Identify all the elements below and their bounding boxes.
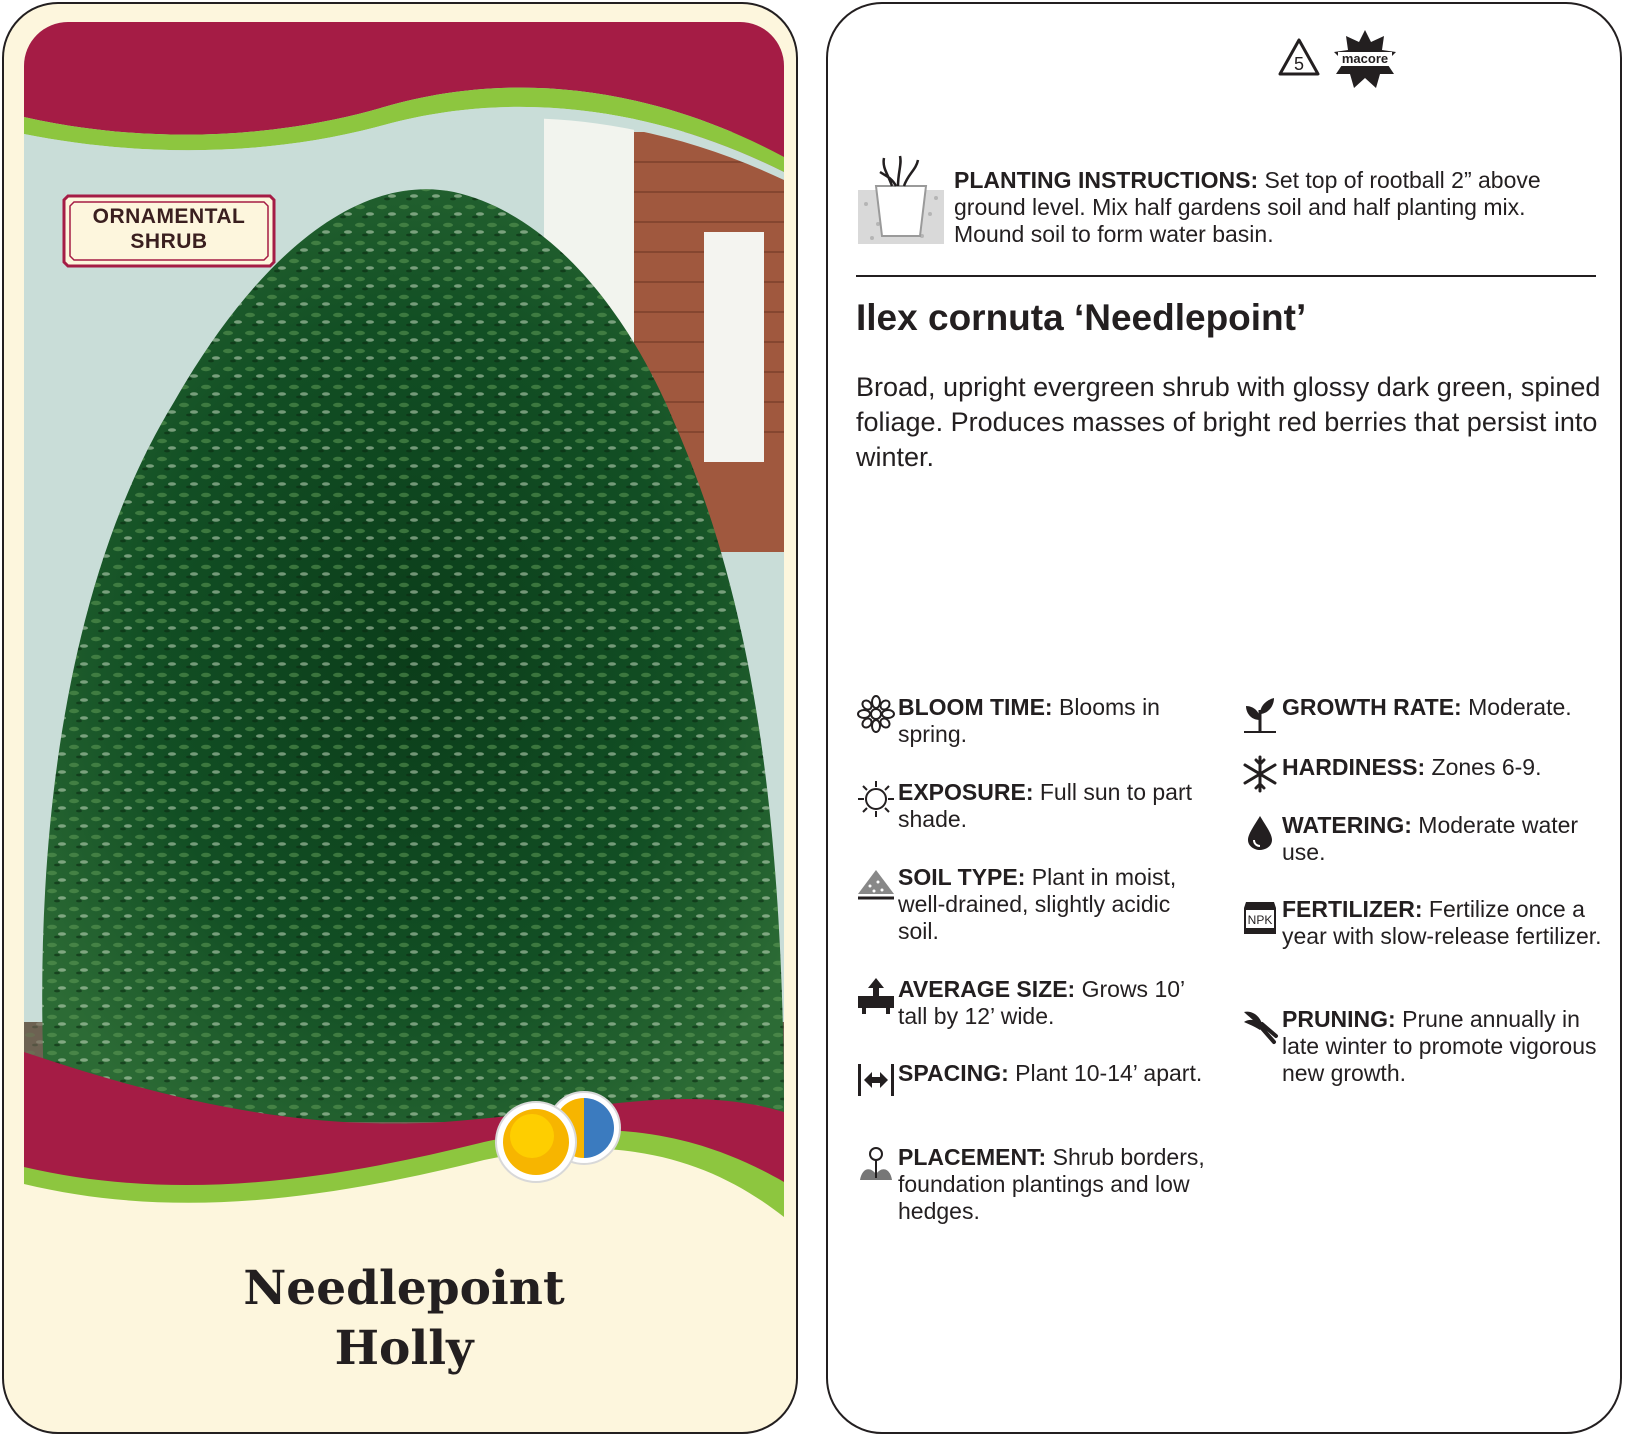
planting-instructions: PLANTING INSTRUCTIONS: Set top of rootball 2” above ground level. Mix half gardens soil and half planting mix. Mound soil to form water basin.: [954, 167, 1541, 247]
snowflake-icon: [1240, 754, 1280, 794]
soil-icon: [856, 864, 896, 904]
full-sun-icon: [496, 1102, 576, 1182]
botanical-name: Ilex cornuta ‘Needlepoint’: [856, 297, 1307, 338]
sun-icon: [856, 779, 896, 819]
brand-name: macore: [1341, 51, 1389, 66]
plant-description: Broad, upright evergreen shrub with glossy dark green, spined foliage. Produces masses of bright red berries that persist into winter.: [856, 372, 1601, 472]
macore-logo: [1330, 28, 1400, 90]
recycle-icon: [1274, 34, 1324, 84]
recycle-number: 5: [1293, 54, 1305, 74]
npk-icon: [1240, 896, 1280, 936]
category-badge: [60, 192, 278, 270]
pruners-icon: [1240, 1006, 1280, 1046]
plant-tag-back: 5 macore PLANTING INSTRUCTIONS: Set top of rootball 2” above ground level. Mix half gardens soil and half planting mix. Mound soil to form water basin. Ilex cornuta ‘Needlepoint’ Broad, upright evergreen shrub with glossy dark green, spined foliage. Produces masses of bright red berries that persist into winter. BLOOM TIME: Blooms in spring. EXPOSURE: Full sun to part shade. SOIL TYPE: Plant in moist, well-drained, slightly acidic soil. AVERAGE SIZE: Grows 10’ tall by 12’ wide. SPACING: Plant 10-14’ apart. PLACEMENT: Shrub borders, foundation plantings and low hedges. GROWTH RATE: Moderate. HARDINESS: Zones 6-9. WATERING: Moderate water use. NPK FERTILIZER: Fertilize once a year with slow-release fertilizer. PRUNING: Prune annually in late winter to promote vigorous new growth.: [826, 2, 1622, 1434]
placement-icon: [856, 1144, 896, 1184]
common-name: Needlepoint Holly: [243, 1261, 565, 1376]
size-icon: [856, 976, 896, 1016]
growth-icon: [1240, 694, 1280, 734]
planting-pot-icon: [858, 154, 944, 246]
category-label: ORNAMENTAL SHRUB: [92, 205, 246, 253]
plant-photo-frame: [24, 22, 784, 1232]
divider: [856, 275, 1596, 277]
spacing-icon: [856, 1060, 896, 1100]
plant-tag-front: [2, 2, 798, 1434]
water-drop-icon: [1240, 812, 1280, 852]
svg-text:NPK: NPK: [1247, 913, 1273, 927]
flower-icon: [856, 694, 896, 734]
sun-exposure-icons: [492, 1084, 632, 1188]
